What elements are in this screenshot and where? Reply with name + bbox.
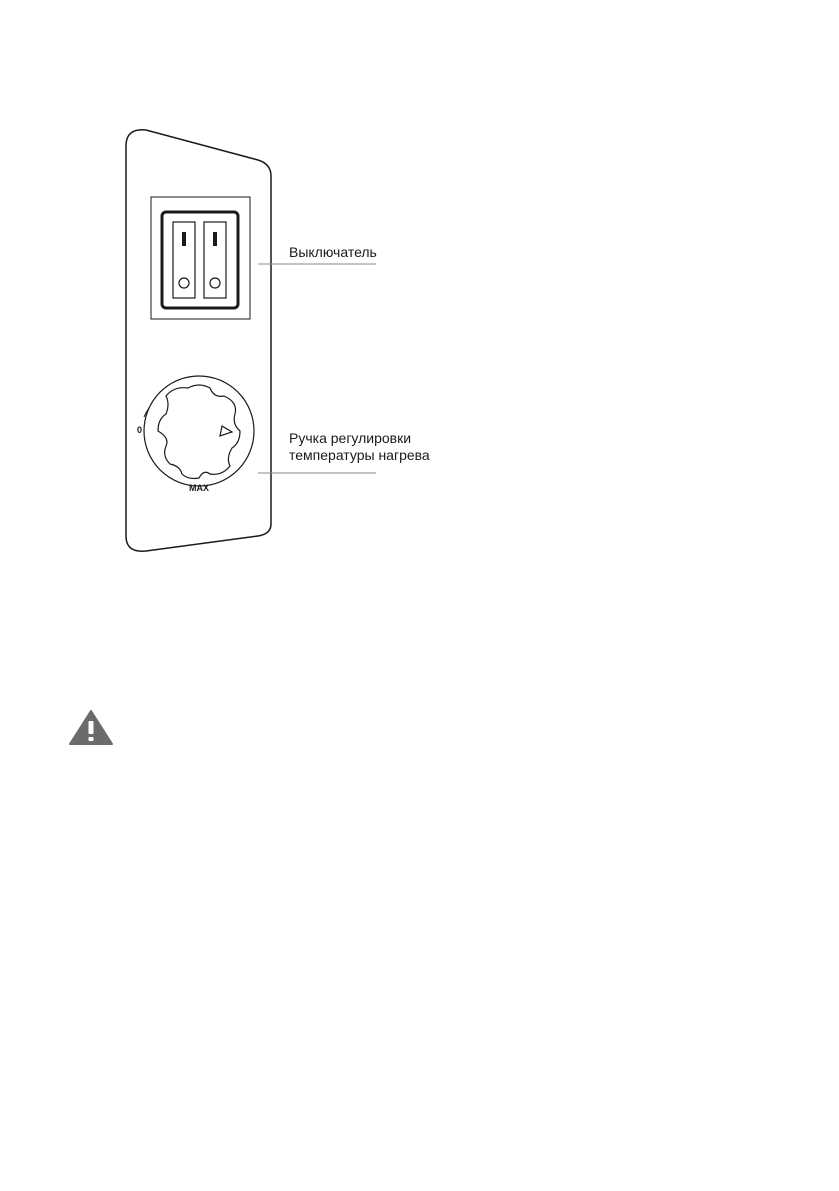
knob-label-line2: температуры нагрева [289,447,430,463]
dial-max-mark: MAX [189,483,209,493]
knob-label-line1: Ручка регулировки [289,430,412,446]
switch-key-left-on-symbol [182,232,186,246]
switch-label: Выключатель [289,244,377,260]
warning-triangle-icon [70,711,112,744]
switch-key-right-on-symbol [213,232,217,246]
temperature-knob[interactable] [144,376,254,486]
dial-min-mark: 0 [137,425,143,435]
